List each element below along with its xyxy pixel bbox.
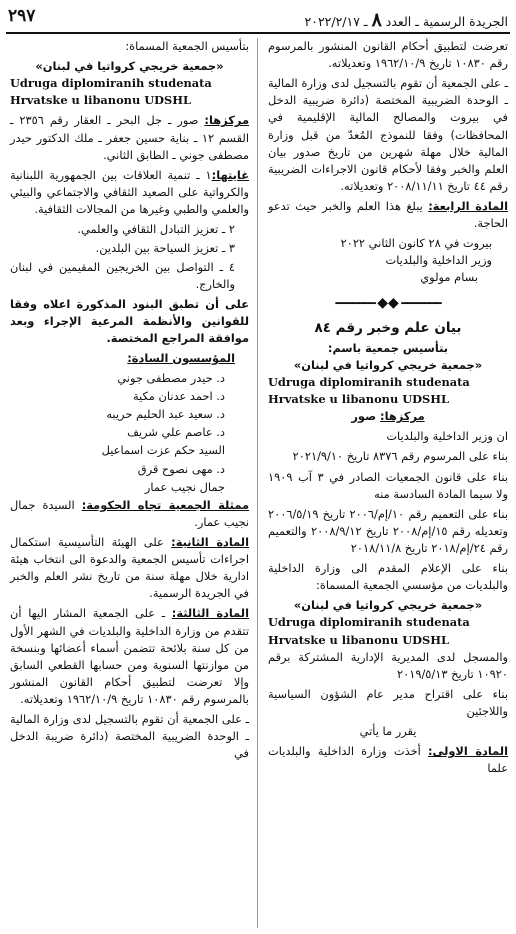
page-number: ٢٩٧ xyxy=(8,6,36,26)
goal-item: ٣ ـ تعزيز السياحة بين البلدين. xyxy=(95,241,235,256)
article-1 xyxy=(268,743,508,777)
article-3 xyxy=(10,605,249,708)
association-name-latin: Udruga diplomiranih studenata Hrvatske u libanonu UDSHL xyxy=(268,375,470,407)
article-label: المادة الاولى: xyxy=(428,744,508,759)
government-representative xyxy=(10,497,249,531)
declaration-title: بيان علم وخبر رقم ٨٤ xyxy=(314,319,462,336)
minister-line: ان وزير الداخلية والبلديات xyxy=(386,429,508,444)
founder: د. احمد عدنان مكية xyxy=(132,389,225,404)
rep-label: ممثلة الجمعية تجاه الحكومة: xyxy=(81,497,250,512)
signature-title: وزير الداخلية والبلديات xyxy=(385,253,492,268)
signature-block xyxy=(268,235,492,286)
left-column xyxy=(10,38,249,765)
association-name-ar: «جمعية خريجي كرواتيا في لبنان» xyxy=(293,357,483,372)
article-label: المادة الثالثة: xyxy=(171,606,249,621)
association-name-ar: «جمعية خريجي كرواتيا في لبنان» xyxy=(293,598,483,613)
signature-name: بسام مولوي xyxy=(420,270,478,285)
goals-list xyxy=(10,221,249,293)
goal-item: ٢ ـ تعزيز التبادل الثقافي والعلمي. xyxy=(77,222,235,237)
declaration-subtitle: بتأسيس جمعية باسم: xyxy=(327,340,449,355)
intro-line: بتأسيس الجمعية المسماة: xyxy=(125,39,249,53)
article-label: المادة الثانية: xyxy=(171,534,249,549)
association-name-latin: Udruga diplomiranih studenata Hrvatske u libanonu UDSHL xyxy=(10,76,212,108)
founder: د. مهى نصوح قرق xyxy=(137,461,225,476)
paragraph: ـ على الجمعية أن تقوم بالتسجيل لدى وزارة المالية ـ الوحدة الضريبية المختصة (دائرة ضريبة الدخل في xyxy=(10,712,249,761)
recital: والمسجل لدى المديرية الإدارية المشتركة برقم ١٠٩٢٠ تاريخ ٢٠١٩/٥/١٣ xyxy=(268,649,508,681)
article-text: أخذت وزارة الداخلية والبلديات علما xyxy=(268,744,508,776)
issue-number: ٨ xyxy=(371,9,382,31)
recital: بناء على قانون الجمعيات الصادر في ٣ آب ١٩٠٩ ولا سيما المادة السادسة منه xyxy=(268,469,508,501)
association-name-ar: «جمعية خريجي كرواتيا في لبنان» xyxy=(35,59,224,74)
page-header xyxy=(6,6,510,34)
hq-text: صور ـ جل البحر ـ العقار رقم ٢٣٥٦ ـ القسم ١٢ ـ بناية حسين جعفر ـ ملك الدكتور حيدر مصطفى جوني ـ الطابق الثاني. xyxy=(10,113,249,162)
bold-note: على أن تطبق البنود المذكورة اعلاه وفقا للقوانين والأنظمة المرعية الإجراء وبعد موافقة المراجع المختصة. xyxy=(10,296,249,345)
association-name-latin: Udruga diplomiranih studenata Hrvatske u libanonu UDSHL xyxy=(268,615,470,647)
goals xyxy=(10,167,249,218)
founder: د. عاصم علي شريف xyxy=(127,425,225,440)
paragraph: ـ على الجمعية أن تقوم بالتسجيل لدى وزارة المالية ـ الوحدة الضريبية المختصة (دائرة ضريبية الدخل في بيروت والمصالح المالية الإقليمية في المحافظات) وفقا للنموذج المُعدّ من قبل وزارة المالية خلال مهلة شهرين من تاريخ صدور بيان العلم والخبر وفقا لأحكام قانون الاجراءات الضريبية رقم ٤٤ تاريخ ٢٠٠٨/١١/١١ وتعديلاته. xyxy=(268,76,508,193)
column-divider xyxy=(257,38,258,928)
decision-heading: يقرر ما يأتي xyxy=(359,724,417,739)
issue-date: ـ ٢٠٢٢/٢/١٧ xyxy=(304,14,368,29)
founders-list xyxy=(10,370,249,496)
headquarters xyxy=(10,112,249,163)
founder: السيد حكم عزت اسماعيل xyxy=(101,443,225,458)
founder: جمال نجيب عمار xyxy=(144,479,225,494)
hq-label: مركزها: xyxy=(380,409,425,424)
right-column xyxy=(268,38,508,780)
paragraph: تعرضت لتطبيق أحكام القانون المنشور بالمرسوم رقم ١٠٨٣٠ تاريخ ١٩٦٢/١٠/٩ وتعديلاته. xyxy=(268,39,508,71)
gazette-title xyxy=(305,9,508,31)
article-label: المادة الرابعة: xyxy=(428,198,508,213)
article-4 xyxy=(268,198,508,232)
founders-label: المؤسسون السادة: xyxy=(127,350,235,365)
goals-label: غايتها: xyxy=(211,167,249,182)
recital: بناء على الإعلام المقدم الى وزارة الداخلية والبلديات من مؤسسي الجمعية المسماة: xyxy=(268,561,508,593)
recital: بناء على اقتراح مدير عام الشؤون السياسية واللاجئين xyxy=(268,686,508,718)
article-text: ـ على الجمعية المشار اليها أن تتقدم من وزارة الداخلية والبلديات في الشهر الأول من كل سنة بلائحة تتضمن أسماء أعضائها وبنسخة من موازنتها السنوية ومن حسابها القطعي السابق وإلا تعرضت لتطبيق أحكام القانون المنشور بالمرسوم رقم ١٠٨٣٠ تاريخ ١٩٦٢/١٠/٩ وتعديلاته. xyxy=(10,606,249,706)
goal-item: ٤ ـ التواصل بين الخريجين المقيمين في لبنان والخارج. xyxy=(10,260,235,292)
headquarters xyxy=(268,408,508,425)
recital: بناء على المرسوم رقم ٨٣٧٦ تاريخ ٢٠٢١/٩/١٠ xyxy=(292,449,508,464)
recital: بناء على التعميم رقم ١٠/إم/٢٠٠٦ تاريخ ٢٠٠٦/٥/١٩ وتعديله رقم ١٥/إم/٢٠٠٨ تاريخ ٢٠٠٨/٩/١٢ والتعميم رقم ٢٤/إم/٢٠١٨ تاريخ ٢٠١٨/١١/٨ xyxy=(268,506,508,555)
goals-text: ١ ـ تنمية العلاقات بين الجمهورية اللبنانية والكرواتية على الصعيد الثقافي والاجتماعي والبيئي والعلمي والطبي وغيرها من المجالات الثقافية. xyxy=(10,167,249,216)
article-2 xyxy=(10,534,249,602)
founder: د. سعيد عبد الحليم حريبه xyxy=(106,407,225,422)
hq-label: مركزها: xyxy=(204,113,249,128)
section-divider: ━━━━━━━ ◆◆ ━━━━━━━ xyxy=(335,294,441,311)
hq-text: صور xyxy=(351,409,381,424)
signature-date: بيروت في ٢٨ كانون الثاني ٢٠٢٢ xyxy=(340,236,492,251)
founder: د. حيدر مصطفى جوني xyxy=(117,370,225,385)
article-text: على الهيئة التأسيسية استكمال اجراءات تأسيس الجمعية والدعوة الى انتخاب هيئة ادارية خلال مهلة سنة من تاريخ نشر العلم والخبر في الجريدة الرسمية. xyxy=(10,534,249,601)
gazette-title-text: الجريدة الرسمية ـ العدد xyxy=(385,14,508,29)
article-text: يبلغ هذا العلم والخبر حيث تدعو الحاجة. xyxy=(268,198,508,231)
rep-text: السيدة جمال نجيب عمار. xyxy=(10,497,249,529)
